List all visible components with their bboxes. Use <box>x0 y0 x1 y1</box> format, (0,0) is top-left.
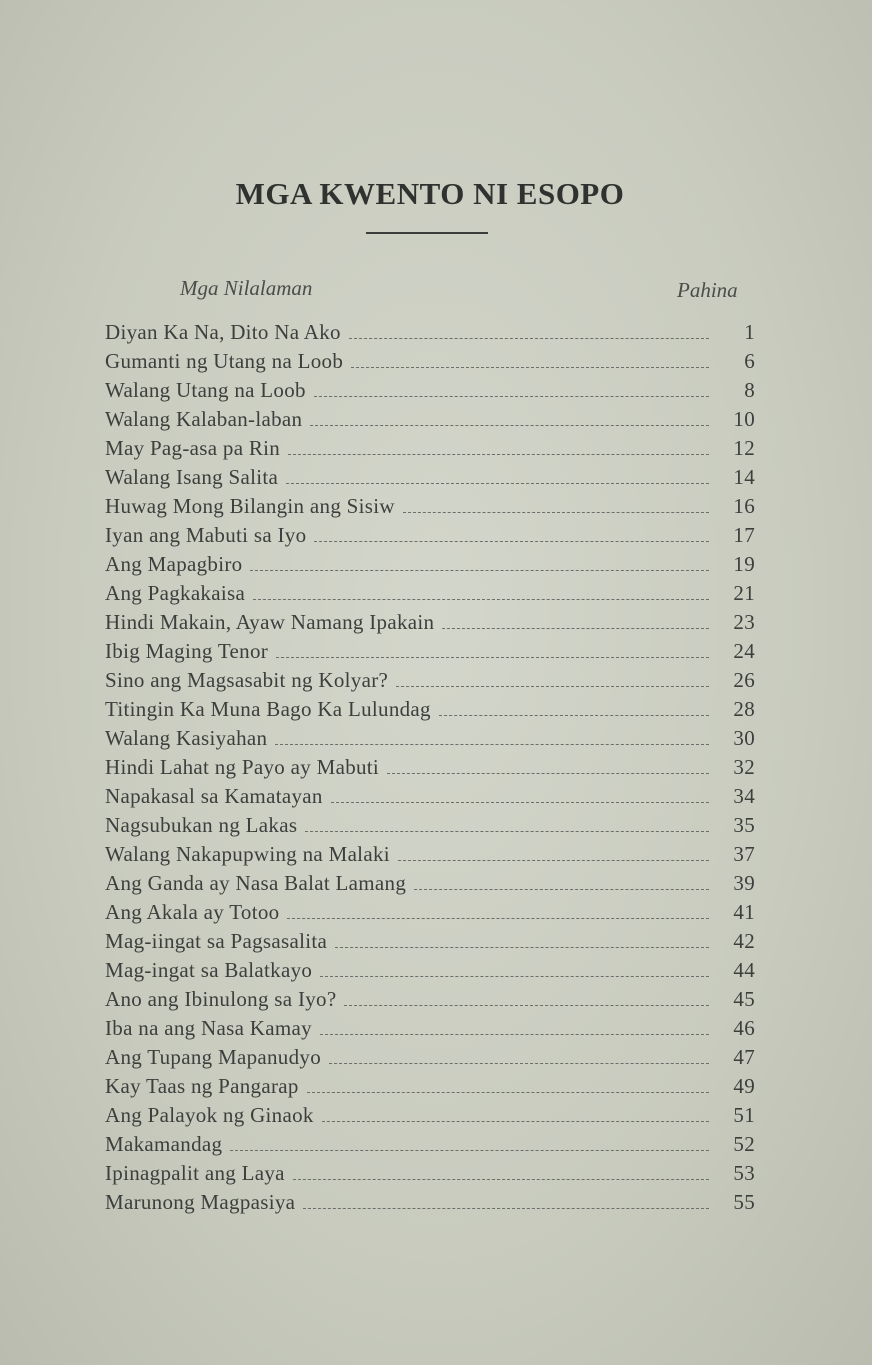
dotted-leader <box>303 1208 709 1209</box>
dotted-leader <box>288 454 709 455</box>
toc-entry-title: Marunong Magpasiya <box>105 1190 296 1214</box>
dotted-leader <box>329 1063 709 1064</box>
toc-entry-title: Mag-ingat sa Balatkayo <box>105 958 313 982</box>
dotted-leader <box>322 1121 709 1122</box>
toc-entry-title: Kay Taas ng Pangarap <box>105 1074 299 1098</box>
toc-entry-title: Gumanti ng Utang na Loob <box>105 349 344 373</box>
toc-entry <box>105 318 755 347</box>
toc-entry-title: Walang Kasiyahan <box>105 726 268 750</box>
toc-entry-title: Ang Mapagbiro <box>105 552 243 576</box>
toc-entry <box>105 550 755 579</box>
toc-entry-title: Iba na ang Nasa Kamay <box>105 1016 312 1040</box>
toc-entry <box>105 869 755 898</box>
toc-entry <box>105 724 755 753</box>
dotted-leader <box>250 570 709 571</box>
toc-entry <box>105 1043 755 1072</box>
toc-entry-page-number: 14 <box>733 465 755 489</box>
toc-entry <box>105 405 755 434</box>
toc-entry <box>105 956 755 985</box>
dotted-leader <box>310 425 709 426</box>
toc-entry <box>105 1014 755 1043</box>
dotted-leader <box>414 889 709 890</box>
toc-entry <box>105 463 755 492</box>
toc-entry-title: Hindi Makain, Ayaw Namang Ipakain <box>105 610 435 634</box>
dotted-leader <box>314 541 709 542</box>
dotted-leader <box>331 802 709 803</box>
toc-entry-title: Walang Kalaban-laban <box>105 407 303 431</box>
page-title: MGA KWENTO NI ESOPO <box>235 176 625 211</box>
toc-entry <box>105 782 755 811</box>
toc-entry-title: Titingin Ka Muna Bago Ka Lulundag <box>105 697 431 721</box>
toc-entry-page-number: 6 <box>744 349 755 373</box>
toc-entry-title: Ipinagpalit ang Laya <box>105 1161 285 1185</box>
dotted-leader <box>253 599 709 600</box>
dotted-leader <box>387 773 709 774</box>
toc-entry <box>105 1072 755 1101</box>
toc-entry-title: May Pag-asa pa Rin <box>105 436 281 460</box>
toc-entry <box>105 1101 755 1130</box>
dotted-leader <box>442 628 709 629</box>
toc-entry-title: Napakasal sa Kamatayan <box>105 784 323 808</box>
toc-entry <box>105 521 755 550</box>
toc-entry-page-number: 28 <box>733 697 755 721</box>
toc-entry-page-number: 37 <box>733 842 755 866</box>
dotted-leader <box>230 1150 709 1151</box>
toc-entry-title: Hindi Lahat ng Payo ay Mabuti <box>105 755 380 779</box>
dotted-leader <box>351 367 709 368</box>
dotted-leader <box>320 976 709 977</box>
toc-entry-title: Ang Pagkakaisa <box>105 581 246 605</box>
dotted-leader <box>307 1092 709 1093</box>
toc-entry <box>105 492 755 521</box>
toc-entry-page-number: 1 <box>744 320 755 344</box>
toc-entry <box>105 434 755 463</box>
toc-entry <box>105 753 755 782</box>
toc-entry-page-number: 32 <box>733 755 755 779</box>
dotted-leader <box>349 338 709 339</box>
toc-entry-page-number: 16 <box>733 494 755 518</box>
toc-entry-page-number: 35 <box>733 813 755 837</box>
toc-entry <box>105 898 755 927</box>
toc-entry <box>105 985 755 1014</box>
toc-entry <box>105 637 755 666</box>
toc-entry <box>105 1159 755 1188</box>
toc-entry-page-number: 17 <box>733 523 755 547</box>
toc-entry-page-number: 51 <box>733 1103 755 1127</box>
toc-entry-title: Huwag Mong Bilangin ang Sisiw <box>105 494 395 518</box>
toc-entry <box>105 666 755 695</box>
toc-entry-page-number: 10 <box>733 407 755 431</box>
contents-heading: Mga Nilalaman <box>180 276 313 300</box>
toc-entry-title: Makamandag <box>105 1132 223 1156</box>
toc-entry-title: Ang Akala ay Totoo <box>105 900 280 924</box>
toc-entry-page-number: 46 <box>733 1016 755 1040</box>
toc-entry-page-number: 52 <box>733 1132 755 1156</box>
toc-entry-title: Ang Palayok ng Ginaok <box>105 1103 314 1127</box>
toc-entry <box>105 1130 755 1159</box>
toc-entry-page-number: 39 <box>733 871 755 895</box>
toc-entry-page-number: 34 <box>733 784 755 808</box>
toc-entry-page-number: 8 <box>744 378 755 402</box>
dotted-leader <box>403 512 709 513</box>
title-divider <box>366 232 488 234</box>
toc-entry-title: Ang Ganda ay Nasa Balat Lamang <box>105 871 407 895</box>
toc-entry-page-number: 53 <box>733 1161 755 1185</box>
toc-entry-page-number: 41 <box>733 900 755 924</box>
toc-entry-page-number: 30 <box>733 726 755 750</box>
toc-entry-title: Nagsubukan ng Lakas <box>105 813 298 837</box>
toc-entry-page-number: 24 <box>733 639 755 663</box>
toc-entry <box>105 579 755 608</box>
toc-entry <box>105 840 755 869</box>
toc-entry <box>105 927 755 956</box>
dotted-leader <box>293 1179 709 1180</box>
table-of-contents <box>105 318 755 1217</box>
toc-entry-page-number: 21 <box>733 581 755 605</box>
toc-entry-title: Walang Utang na Loob <box>105 378 306 402</box>
toc-entry-page-number: 23 <box>733 610 755 634</box>
toc-entry <box>105 695 755 724</box>
dotted-leader <box>439 715 709 716</box>
toc-entry-title: Iyan ang Mabuti sa Iyo <box>105 523 307 547</box>
toc-entry-page-number: 44 <box>733 958 755 982</box>
toc-entry <box>105 811 755 840</box>
page-column-heading: Pahina <box>677 278 738 302</box>
dotted-leader <box>287 918 709 919</box>
toc-entry <box>105 1188 755 1217</box>
toc-entry <box>105 347 755 376</box>
toc-entry-page-number: 55 <box>733 1190 755 1214</box>
toc-entry-page-number: 45 <box>733 987 755 1011</box>
dotted-leader <box>344 1005 709 1006</box>
toc-entry-page-number: 19 <box>733 552 755 576</box>
toc-entry-title: Ano ang Ibinulong sa Iyo? <box>105 987 337 1011</box>
toc-entry-title: Diyan Ka Na, Dito Na Ako <box>105 320 341 344</box>
dotted-leader <box>398 860 709 861</box>
dotted-leader <box>335 947 709 948</box>
dotted-leader <box>305 831 709 832</box>
dotted-leader <box>314 396 709 397</box>
dotted-leader <box>276 657 709 658</box>
dotted-leader <box>286 483 709 484</box>
toc-entry-page-number: 12 <box>733 436 755 460</box>
dotted-leader <box>396 686 709 687</box>
toc-entry-title: Sino ang Magsasabit ng Kolyar? <box>105 668 389 692</box>
toc-entry-page-number: 47 <box>733 1045 755 1069</box>
toc-entry-title: Walang Isang Salita <box>105 465 279 489</box>
toc-entry <box>105 608 755 637</box>
toc-entry-title: Ibig Maging Tenor <box>105 639 269 663</box>
toc-entry-page-number: 42 <box>733 929 755 953</box>
dotted-leader <box>320 1034 709 1035</box>
toc-entry-page-number: 26 <box>733 668 755 692</box>
toc-entry <box>105 376 755 405</box>
toc-entry-title: Ang Tupang Mapanudyo <box>105 1045 322 1069</box>
toc-entry-title: Mag-iingat sa Pagsasalita <box>105 929 328 953</box>
dotted-leader <box>275 744 709 745</box>
toc-entry-title: Walang Nakapupwing na Malaki <box>105 842 390 866</box>
toc-entry-page-number: 49 <box>733 1074 755 1098</box>
